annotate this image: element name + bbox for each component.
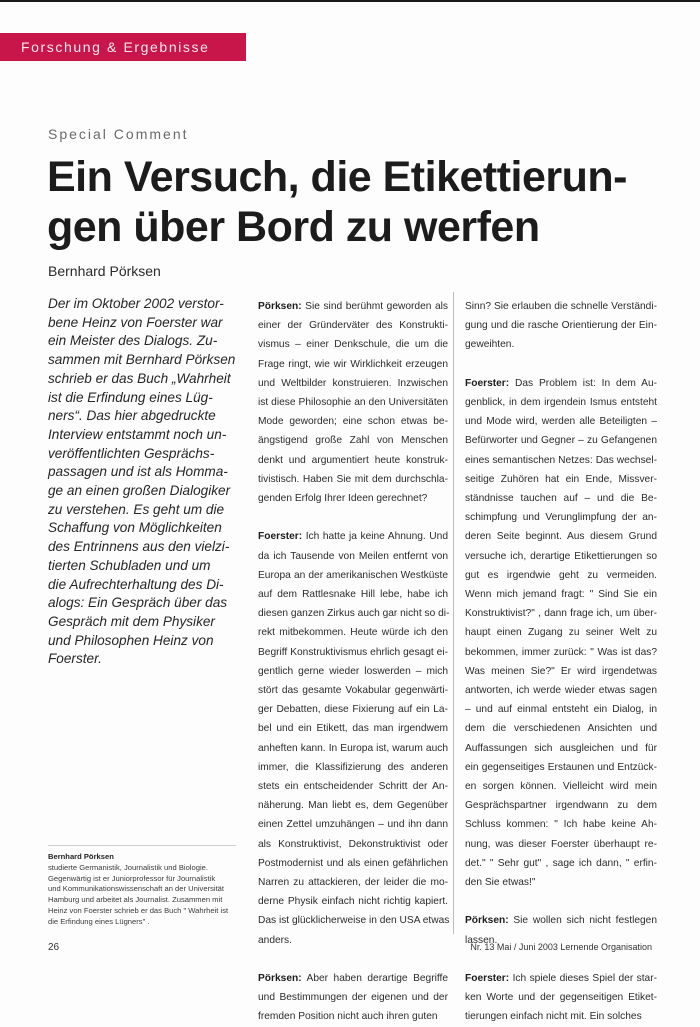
line-text: Aber haben derartige Begriffe [301,973,448,985]
body-line: da ich Tausende von Meilen entfernt von [258,550,448,562]
body-line: haupt einen Zugang zu seiner Welt zu [465,627,657,639]
body-line: schimpfung und Verunglimpfung der an- [465,512,657,524]
lead-line: ist die Erfindung eines Lüg- [48,389,213,405]
body-line: deren Seite beginnt. Aus diesem Grund [465,531,657,543]
lead-paragraph [48,295,248,669]
body-line: und Mode wird, werden alle Beteiligten – [465,416,657,428]
speaker-label: Foerster: [465,973,510,985]
lead-line: tierten Schubladen und um [48,557,211,573]
body-line: en sorgen können. Vielleicht wird mein [465,781,657,793]
bio-line: studierte Germanistik, Journalistik und Biologie. [48,862,208,872]
paragraph-gap [465,355,657,374]
body-line: den Sie etwas!" [465,877,536,889]
bio-line: und Kommunikationswissenschaft an der Universität [48,884,225,894]
body-line: diesen ganzen Zirkus auch gar nicht so di- [258,608,450,620]
body-line: Narren zu attackieren, der leider die mo- [258,877,448,889]
interview-first-line [258,527,448,546]
body-line: näherung. Man liebt es, dem Gegenüber [258,800,448,812]
body-line: nung, was dieser Foerster überhaupt re- [465,838,657,850]
body-line: denkt und argumentiert heute konstruk- [258,454,448,466]
lead-line: und Philosophen Heinz von [48,632,214,648]
body-line: einer der Gründerväter des Konstrukti- [258,320,448,332]
body-line: gung und die rasche Orientierung der Ein- [465,320,657,332]
article-headline [47,152,687,252]
lead-line: des Entrinnens aus den vielzi- [48,539,230,555]
body-line: und Weltbilder konstruieren. Inzwischen [258,377,448,389]
body-column-3 [465,297,657,1027]
body-line: Gesprächspartner irgendwann zu dem [465,800,657,812]
body-line: Das ist glücklicherweise in den USA etwas [258,915,450,927]
page-number: 26 [48,942,60,953]
body-line: rekt mitbekommen. Heute würde ich den [258,627,448,639]
lead-line: Schaffung von Möglichkeiten [48,520,222,536]
lead-line: die Aufrechterhaltung des Di- [48,576,224,592]
section-banner: Forschung & Ergebnisse [0,33,246,61]
body-line: gut es irgendwie geht zu vermeiden. [465,569,657,581]
lead-line: veröffentlichten Gesprächs- [48,445,215,461]
body-line: immer, die Klassifizierung des anderen [258,761,448,773]
headline-line: Ein Versuch, die Etikettierun- [47,153,627,201]
body-line: Befürworter und Gegner – zu Gefangenen [465,435,657,447]
body-line: seitige Zuhören hat ein Ende, Missver- [465,473,657,485]
body-line: auf dem Rattlesnake Hill lebe, habe ich [258,589,448,601]
body-line: Wenn mich jemand fragt: " Sind Sie ein [465,589,657,601]
interview-first-line [258,297,448,316]
line-text: Das Problem ist: In dem Au- [509,377,657,389]
body-line: bel und ein Etikett, das man irgendwem [258,723,448,735]
bio-line: Heinz von Foerster schrieb er das Buch " Wahrheit ist [48,905,229,915]
lead-line: ners“. Das hier abgedruckte [48,408,216,424]
body-line: ken Worte und der gegenseitigen Etiket- [465,992,657,1004]
article-kicker: Special Comment [48,126,189,142]
body-line: einen Zettel umzuhängen – und ihn dann [258,819,448,831]
body-line: eines semantischen Netzes: Das wechsel- [465,454,657,466]
body-line: Frage ringt, wie wir Wirklichkeit erzeugen [258,358,448,370]
speaker-label: Pörksen: [258,301,302,312]
body-line: Konstruktivist?" , dann frage ich, um über- [465,608,657,620]
body-line: stört das gesamte Vokabular gegenwärti- [258,685,448,697]
body-column-2 [258,297,448,1027]
speaker-label: Foerster: [465,377,510,389]
bio-text [48,863,236,928]
paragraph-gap [465,892,657,911]
paragraph-gap [258,508,448,527]
body-line: stets ein entscheidender Schritt der An- [258,781,448,793]
body-line: Europa an der amerikanischen Westküste [258,569,448,581]
body-line: fremden Position nicht auch ihren guten [258,1011,438,1023]
body-line: det." " Sehr gut" , sage ich dann, " erfin- [465,857,657,869]
body-line: lassen. [465,934,498,946]
body-line: ängstigend große Zahl von Menschen [258,435,448,447]
paragraph-gap [258,950,448,969]
body-line: genblick, in dem irgendein Ismus entsteht [465,397,657,408]
paragraph-gap [465,950,657,969]
body-line: und Bestimmungen der eigenen und der [258,992,448,1004]
lead-line: ein Meister des Dialogs. Zu- [48,333,218,349]
line-text: Ich hatte ja keine Ahnung. Und [302,531,448,543]
lead-line: bene Heinz von Foerster war [48,314,223,330]
bio-author-name: Bernhard Pörksen [48,852,114,861]
bio-line: Hamburg und arbeitet als Journalist. Zusammen mit [48,895,223,905]
interview-first-line [465,911,657,930]
body-line: – und auf einmal entsteht ein Dialog, in [465,704,657,716]
interview-first-line [465,969,657,988]
body-line: anders. [258,934,292,946]
line-text: Ich spiele dieses Spiel der star- [509,973,657,985]
body-line: Sinn? Sie erlauben die schnelle Verständi- [465,301,657,312]
body-line: versuche ich, derartige Etikettierungen so [465,550,657,562]
body-line: gentlich gerne wieder loswerden – mich [258,665,448,677]
top-border-rule [0,0,700,2]
lead-line: sammen mit Bernhard Pörksen [48,352,236,368]
body-line: bekommen, immer zurück: " Was ist das? [465,646,657,658]
bio-line: Gegenwärtig ist er Juniorprofessor für Journalistik [48,873,216,883]
body-line: tierungen einfach nicht mit. Ein solches [465,1011,642,1023]
column-divider [453,292,454,934]
lead-line: Foerster. [48,651,102,667]
body-line: Auffassungen sich ausgleichen und für [465,742,657,754]
speaker-label: Foerster: [258,531,303,543]
lead-line: Gespräch mit dem Physiker [48,613,215,629]
body-line: Postmodernist und als einen gefährlichen [258,857,448,869]
body-line: tivistisch. Haben Sie mit dem durchschla- [258,473,448,485]
author-bio [48,845,236,928]
speaker-label: Pörksen: [258,973,302,985]
interview-first-line [465,374,657,393]
headline-line: gen über Bord zu werfen [47,203,540,251]
lead-line: alogs: Ein Gespräch über das [48,595,228,611]
body-line: ein gegenseitiges Erstaunen und Entzück- [465,761,657,773]
bio-line: die Erfindung eines Lügners" . [48,916,150,926]
lead-line: Interview entstammt noch un- [48,426,227,442]
speaker-label: Pörksen: [465,915,509,927]
issue-footer: Nr. 13 Mai / Juni 2003 Lernende Organisation [470,942,652,952]
body-line: als Konstruktivist, Dekonstruktivist oder [258,838,448,850]
body-line: dem die verschiedenen Ansichten und [465,723,657,735]
article-byline: Bernhard Pörksen [48,263,161,279]
body-line: Begriff Konstruktivismus ehrlich gesagt ei- [258,646,448,658]
body-line: vismus – einer Denkschule, die um die [258,339,448,351]
body-line: Schluss kommen: " Ich habe keine Ah- [465,819,657,831]
interview-first-line [258,969,448,988]
body-line: ist diese Philosophie an den Universitäten [258,397,448,409]
lead-line: zu verstehen. Es geht um die [48,501,225,517]
lead-line: Der im Oktober 2002 verstor- [48,296,224,311]
body-line: geweihten. [465,339,515,351]
body-line: ger Debatten, diese Fixierung auf ein La- [258,704,448,716]
line-text: Sie sind berühmt geworden als [301,301,448,312]
body-line: derne Physik einfach nicht richtig kapiert. [258,896,448,908]
lead-line: schrieb er das Buch „Wahrheit [48,370,231,386]
body-line: Was meinen Sie?" Er wird irgendetwas [465,665,657,677]
body-line: Mode geworden; eine schon etwas be- [258,416,448,428]
body-line: genden Erfolg Ihrer Ideen gerechnet? [258,493,428,505]
lead-line: passagen und ist als Homma- [48,464,228,480]
lead-line: ge an einen großen Dialogiker [48,483,231,499]
body-line: ständnisse tauchen auf – und die Be- [465,493,657,505]
body-line: anheften kann. In Europa ist, warum auch [258,742,448,754]
body-line: antworten, ich werde wieder etwas sagen [465,685,657,697]
line-text: Sie wollen sich nicht festlegen [508,915,657,927]
